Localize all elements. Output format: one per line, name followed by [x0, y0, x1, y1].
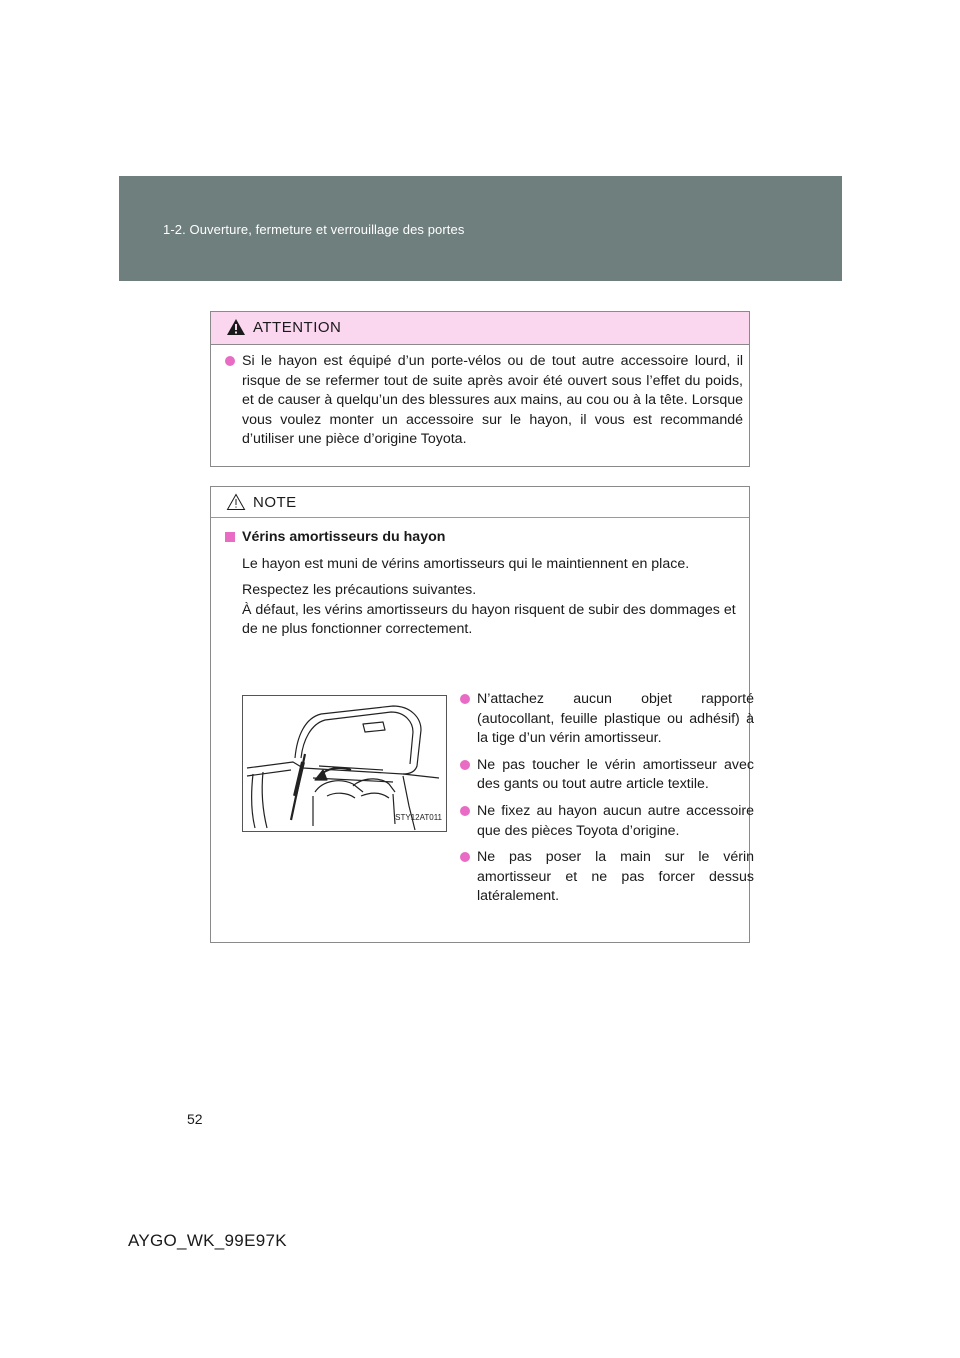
note-label: NOTE — [253, 494, 297, 511]
list-item-text: Ne pas toucher le vérin amortisseur avec des gants ou tout autre article textile. — [477, 756, 754, 793]
tailgate-strut-figure — [242, 695, 447, 832]
warning-triangle-filled-icon — [226, 318, 246, 336]
attention-label: ATTENTION — [253, 319, 342, 336]
note-paragraph-line: Respectez les précautions suivantes. — [242, 582, 477, 599]
list-item — [460, 802, 754, 841]
attention-header — [211, 312, 749, 345]
attention-body — [225, 352, 743, 450]
bullet-square-icon — [225, 532, 235, 542]
attention-item-text: Si le hayon est équipé d’un porte-vélos ou de tout autre accessoire lourd, il risque de se refermer tout de suite après avoir été ouvert sous l’effet du poids, et de causer à quelqu’un des blessures aux mains, au cou ou à la tête. Lorsque vous voulez monter un accessoire sur le hayon, il vous est recommandé d’utiliser une pièce d’origine Toyota. — [242, 353, 743, 448]
note-box — [210, 486, 754, 943]
figure-caption: STY12AT011 — [395, 813, 442, 823]
note-section-title — [225, 528, 743, 548]
note-body — [225, 528, 754, 905]
bullet-dot-icon — [225, 356, 235, 366]
section-header: 1-2. Ouverture, fermeture et verrouillage des portes — [163, 222, 465, 237]
bullet-dot-icon — [460, 694, 470, 704]
list-item-text: Ne pas poser la main sur le vérin amortisseur et ne pas forcer dessus latéralement. — [477, 849, 754, 905]
bullet-dot-icon — [460, 760, 470, 770]
bullet-dot-icon — [460, 806, 470, 816]
list-item — [460, 848, 754, 907]
note-section-title-text: Vérins amortisseurs du hayon — [242, 529, 446, 545]
page-number: 52 — [187, 1111, 203, 1127]
list-item — [460, 756, 754, 795]
warning-triangle-outline-icon — [226, 493, 246, 511]
precaution-list — [460, 690, 754, 914]
list-item-text: N’attachez aucun objet rapporté (autocollant, feuille plastique ou adhésif) à la tige d’un vérin amortisseur. — [477, 691, 754, 747]
note-header — [211, 487, 749, 518]
note-paragraph — [225, 581, 743, 640]
bullet-dot-icon — [460, 852, 470, 862]
list-item — [460, 690, 754, 749]
document-code: AYGO_WK_99E97K — [128, 1231, 287, 1250]
list-item-text: Ne fixez au hayon aucun autre accessoire que des pièces Toyota d’origine. — [477, 802, 754, 839]
note-paragraph-line: À défaut, les vérins amortisseurs du hayon risquent de subir des dommages et de ne plus fonctionner correctement. — [242, 601, 736, 638]
note-paragraph: Le hayon est muni de vérins amortisseurs qui le maintiennent en place. — [242, 555, 690, 572]
attention-box — [210, 311, 750, 467]
attention-item — [225, 352, 743, 450]
